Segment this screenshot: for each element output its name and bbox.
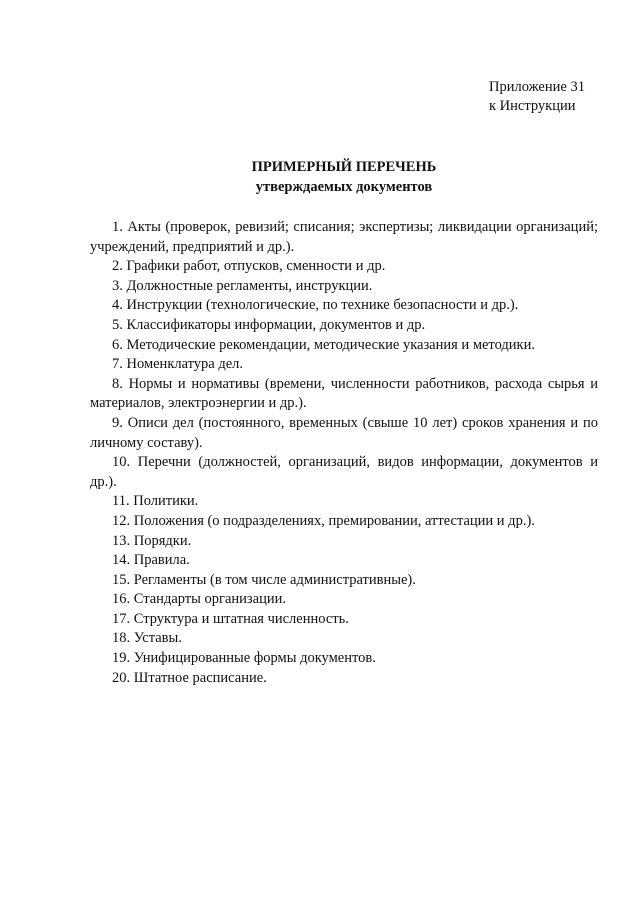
item-text: Нормы и нормативы (времени, численности работников, расхода сырья и материалов, электроэнергии и др.).: [90, 375, 599, 412]
item-number: 6.: [112, 336, 123, 353]
item-number: 19.: [112, 650, 131, 667]
item-text: Порядки.: [133, 532, 192, 549]
item-number: 15.: [112, 571, 131, 588]
list-item: [90, 512, 598, 532]
list-item: [90, 218, 598, 257]
list-item: [90, 375, 598, 414]
appendix-reference: [489, 78, 585, 116]
item-text: Графики работ, отпусков, сменности и др.: [126, 258, 386, 275]
list-item: [90, 532, 598, 552]
item-number: 11.: [112, 493, 130, 510]
item-text: Методические рекомендации, методические указания и методики.: [126, 336, 535, 353]
item-text: Уставы.: [133, 630, 182, 647]
list-item: [90, 629, 598, 649]
appendix-number: Приложение 31: [489, 79, 585, 95]
item-number: 10.: [112, 454, 131, 471]
item-text: Унифицированные формы документов.: [133, 650, 376, 667]
item-text: Должностные регламенты, инструкции.: [126, 277, 373, 294]
item-text: Регламенты (в том числе административные).: [133, 571, 416, 588]
item-number: 17.: [112, 610, 131, 627]
list-item: [90, 590, 598, 610]
item-text: Классификаторы информации, документов и др.: [126, 316, 426, 333]
list-item: [90, 336, 598, 356]
item-text: Положения (о подразделениях, премировании, аттестации и др.).: [133, 512, 535, 529]
item-number: 9.: [112, 414, 123, 431]
item-text: Описи дел (постоянного, временных (свыше 10 лет) сроков хранения и по личному составу).: [90, 414, 598, 451]
list-item: [90, 551, 598, 571]
item-number: 3.: [112, 277, 123, 294]
list-item: [90, 610, 598, 630]
item-text: Номенклатура дел.: [126, 356, 244, 373]
item-number: 14.: [112, 552, 131, 569]
item-text: Политики.: [133, 493, 199, 510]
item-text: Инструкции (технологические, по технике безопасности и др.).: [126, 297, 519, 314]
item-number: 8.: [112, 375, 123, 392]
list-item: [90, 492, 598, 512]
list-item: [90, 355, 598, 375]
document-title: [90, 157, 598, 197]
item-number: 2.: [112, 258, 123, 275]
item-number: 5.: [112, 316, 123, 333]
title-subtitle: утверждаемых документов: [255, 179, 433, 195]
list-item: [90, 649, 598, 669]
item-number: 13.: [112, 532, 131, 549]
item-text: Структура и штатная численность.: [133, 610, 349, 627]
documents-list: [90, 218, 598, 688]
appendix-instruction-ref: к Инструкции: [489, 98, 576, 114]
list-item: [90, 571, 598, 591]
item-text: Стандарты организации.: [133, 591, 286, 608]
item-number: 7.: [112, 356, 123, 373]
title-main: ПРИМЕРНЫЙ ПЕРЕЧЕНЬ: [251, 159, 437, 175]
list-item: [90, 296, 598, 316]
list-item: [90, 453, 598, 492]
item-number: 1.: [112, 219, 123, 235]
item-text: Правила.: [133, 552, 190, 569]
list-item: [90, 669, 598, 689]
list-item: [90, 257, 598, 277]
item-number: 16.: [112, 591, 131, 608]
item-text: Перечни (должностей, организаций, видов информации, документов и др.).: [90, 454, 599, 490]
item-number: 4.: [112, 297, 123, 314]
item-text: Акты (проверок, ревизий; списания; экспертизы; ликвидации организаций; учреждений, предприятий и др.).: [90, 219, 598, 255]
item-text: Штатное расписание.: [133, 669, 267, 686]
list-item: [90, 277, 598, 297]
list-item: [90, 414, 598, 453]
item-number: 18.: [112, 630, 131, 647]
list-item: [90, 316, 598, 336]
item-number: 12.: [112, 512, 131, 529]
item-number: 20.: [112, 669, 131, 686]
